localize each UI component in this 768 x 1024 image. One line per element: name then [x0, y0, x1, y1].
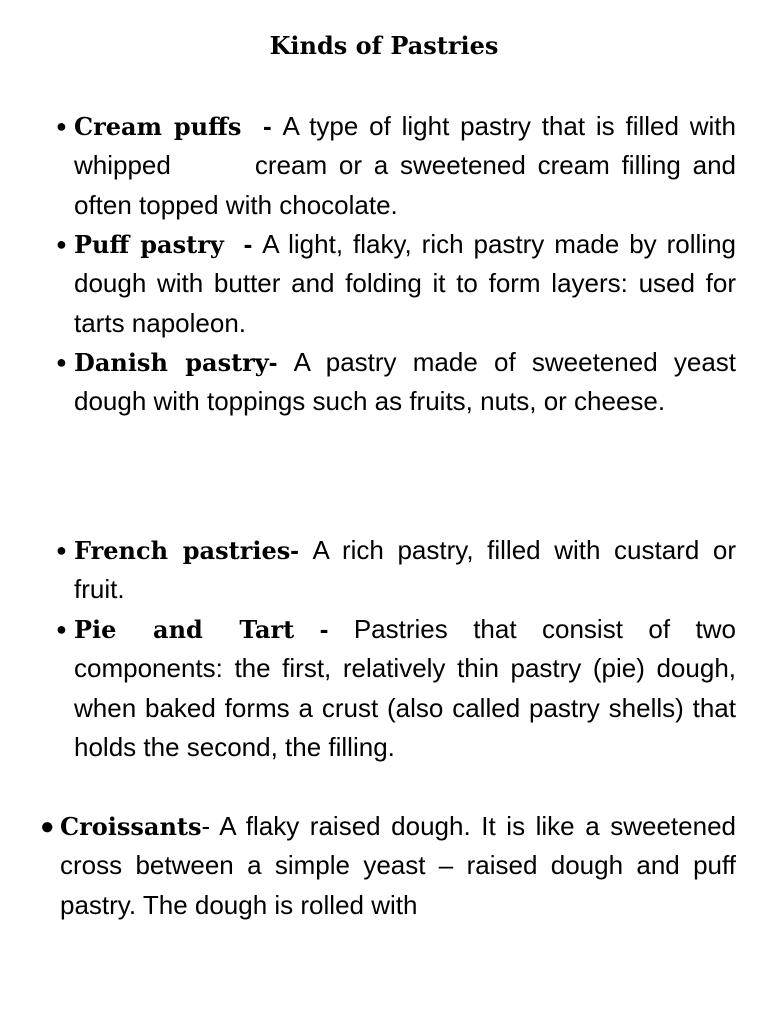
term-french-pastries: French pastries	[74, 536, 291, 565]
term-separator: -	[241, 111, 283, 141]
list-item-pie-and-tart	[56, 610, 736, 767]
term-separator: -	[223, 229, 263, 259]
definition-danish-pastry: A pastry made of sweetened yeast dough with toppings such as fruits, nuts, or cheese.	[74, 347, 736, 417]
term-puff-pastry: Puff pastry	[74, 230, 224, 259]
term-pie-and-tart: Pie and Tart	[74, 615, 295, 644]
definition-french-pastries: A rich pastry, filled with custard or fruit.	[74, 535, 736, 605]
definition-croissants: A flaky raised dough. It is like a sweetened cross between a simple yeast – raised dough and puff pastry. The dough is rolled with	[60, 811, 736, 920]
list-item-croissants	[40, 807, 736, 925]
term-separator: -	[268, 347, 294, 377]
term-separator: -	[290, 535, 313, 565]
definition-puff-pastry: A light, flaky, rich pastry made by rolling dough with butter and folding it to form layers: used for tarts napoleon.	[74, 229, 736, 338]
bullet-icon: ●	[40, 813, 55, 840]
term-separator: -	[201, 811, 220, 841]
term-danish-pastry: Danish pastry	[74, 348, 269, 377]
page-title: Kinds of Pastries	[269, 31, 499, 60]
bullet-icon: ●	[56, 540, 67, 560]
bullet-icon: ●	[56, 234, 67, 254]
list-item-french-pastries	[56, 531, 736, 610]
term-cream-puffs: Cream puffs	[74, 112, 242, 141]
definition-cream-puffs-part1: A type of light pastry that is filled with whipped	[74, 111, 736, 181]
bullet-icon: ●	[56, 619, 67, 639]
bullet-icon: ●	[56, 352, 67, 372]
list-item-puff-pastry	[56, 225, 736, 343]
definition-cream-puffs-part2: cream or a sweetened cream filling and often topped with chocolate.	[74, 150, 736, 220]
term-separator: -	[294, 614, 354, 644]
definition-pie-and-tart: Pastries that consist of two components: the first, relatively thin pastry (pie) dough, when baked forms a crust (also called pastry shells) that holds the second, the filling.	[74, 614, 736, 762]
bullet-icon: ●	[56, 116, 67, 136]
term-croissants: Croissants	[60, 812, 202, 841]
list-item-cream-puffs	[56, 107, 736, 225]
list-item-danish-pastry	[56, 343, 736, 422]
